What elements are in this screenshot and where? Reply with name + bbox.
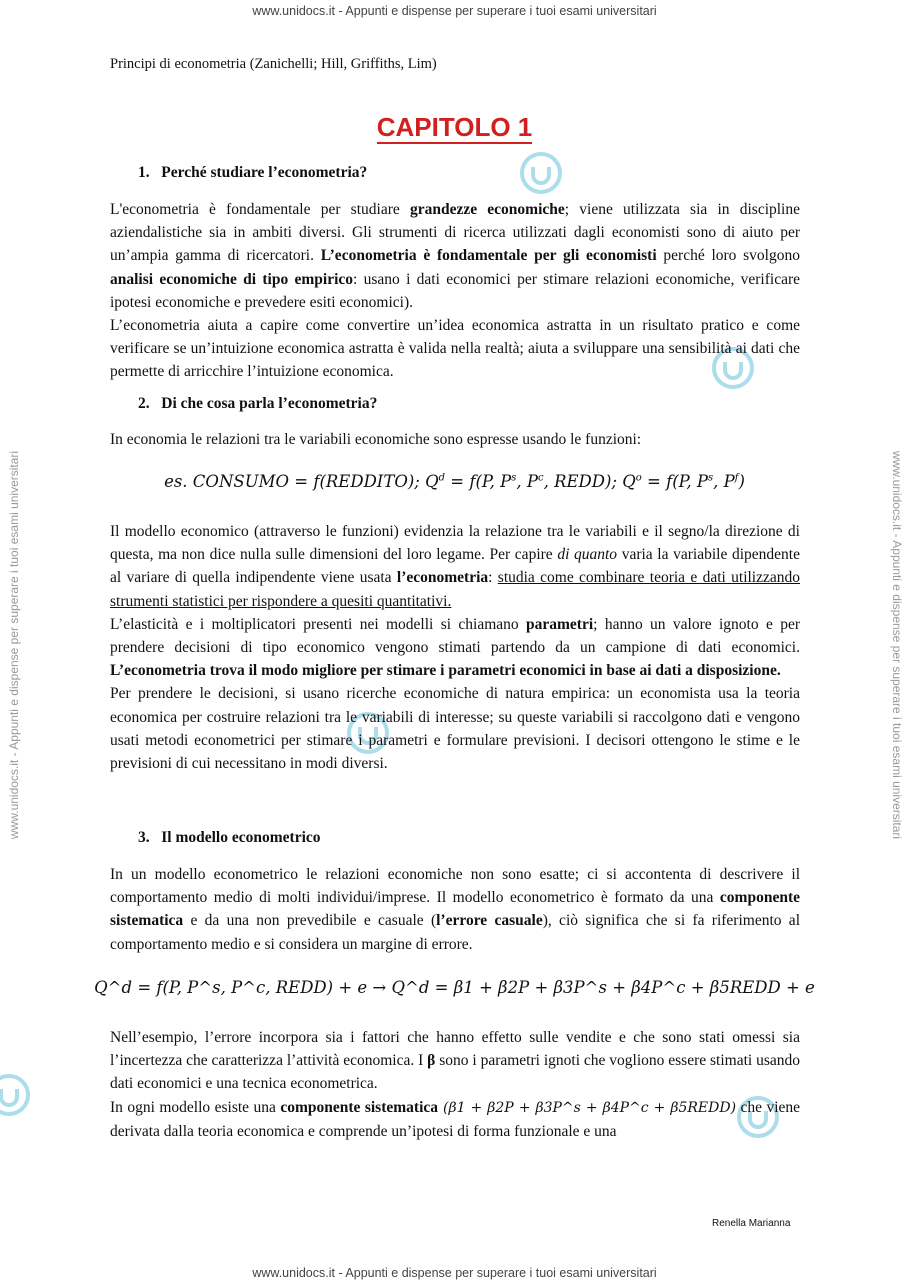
section-1-body [110, 198, 800, 384]
section-3-body [110, 863, 800, 956]
unidocs-logo-icon [0, 1072, 32, 1118]
unidocs-logo-icon [518, 150, 564, 196]
author-signature: Renella Marianna [712, 1218, 791, 1229]
watermark-right: www.unidocs.it - Appunti e dispense per superare i tuoi esami universitari [890, 450, 904, 840]
paragraph: In ogni modello esiste una componente sistematica (β1 + β2P + β3P^s + β4P^c + β5REDD) che viene derivata dalla teoria economica e comprende un’ipotesi di forma funzionale e una [110, 1098, 801, 1140]
formula-demand: es. CONSUMO = f(REDDITO); $Q^d = f(P$, $P^s$, $P^c$, REDD); $Q^o = f(P$, $P^s$, $P^f$) [164, 472, 745, 491]
paragraph: In un modello econometrico le relazioni economiche non sono esatte; ci si accontenta di descrivere il comportamento medio di molti individui/imprese. Il modello econometrico è formato da una componente sistematica e da una non prevedibile e casuale (l’errore casuale), ciò significa che si fa riferimento al comportamento medio e si considera un margine di errore. [110, 866, 800, 953]
paragraph: L’econometria aiuta a capire come convertire un’idea economica astratta in un risultato pratico e come verificare se un’intuizione economica astratta è valida nella realtà; aiuta a sviluppare una sensibilità ai dati che permette di arricchire l’intuizione economica. [110, 317, 800, 381]
watermark-left: www.unidocs.it - Appunti e dispense per superare i tuoi esami universitari [7, 450, 21, 840]
section-2-intro: In economia le relazioni tra le variabili economiche sono espresse usando le funzioni: [110, 431, 642, 448]
formula-econometric-model: Q^d = f(P, P^s, P^c, REDD) + e → Q^d = β1 + β2P + β3P^s + β4P^c + β5REDD + e [94, 978, 815, 997]
section-heading-1: 1. Perché studiare l’econometria? [138, 164, 368, 181]
paragraph: Nell’esempio, l’errore incorpora sia i fattori che hanno effetto sulle vendite e che sono stati omessi sia l’incertezza che caratterizza l’attività economica. I β sono i parametri ignoti che vogliono essere stimati usando dati economici e una tecnica econometrica. [110, 1029, 800, 1093]
paragraph: Per prendere le decisioni, si usano ricerche economiche di natura empirica: un economista usa la teoria economica per costruire relazioni tra le variabili di interesse; su queste variabili si raccolgono dati e vengono usati metodi econometrici per stimare i parametri e formulare previsioni. I decisori ottengono le stime e le previsioni di cui necessitano in modi diversi. [110, 685, 800, 773]
section-3-body-continued [110, 1026, 800, 1143]
watermark-top: www.unidocs.it - Appunti e dispense per superare i tuoi esami universitari [252, 4, 657, 18]
paragraph: L'econometria è fondamentale per studiare grandezze economiche; viene utilizzata sia in discipline aziendalistiche sia in ambiti diversi. Gli strumenti di ricerca utilizzati dagli economisti sono di aiuto per un’ampia gamma di ricercatori. L’econometria è fondamentale per gli economisti perché loro svolgono analisi economiche di tipo empirico: usano i dati economici per stimare relazioni economiche, verificare ipotesi economiche e prevedere esiti economici). [110, 201, 800, 311]
paragraph: Il modello economico (attraverso le funzioni) evidenzia la relazione tra le variabili e il segno/la direzione di questa, ma non dice nulla sulle dimensioni del loro legame. Per capire di quanto varia la variabile dipendente al variare di quella indipendente viene usata l’econometria: studia come combinare teoria e dati utilizzando strumenti statistici per rispondere a quesiti quantitativi. [110, 523, 801, 610]
section-2-body [110, 520, 800, 775]
chapter-title: CAPITOLO 1 [376, 112, 533, 142]
section-heading-3: 3. Il modello econometrico [138, 829, 321, 846]
section-heading-2: 2. Di che cosa parla l’econometria? [138, 395, 378, 412]
document-header: Principi di econometria (Zanichelli; Hill, Griffiths, Lim) [110, 56, 437, 72]
paragraph: L’elasticità e i moltiplicatori presenti nei modelli si chiamano parametri; hanno un valore ignoto e per prendere decisioni di tipo economico vengono stimati partendo da un campione di dati economici. L’econometria trova il modo migliore per stimare i parametri economici in base ai dati a disposizione. [110, 615, 800, 680]
watermark-bottom: www.unidocs.it - Appunti e dispense per superare i tuoi esami universitari [252, 1266, 657, 1280]
